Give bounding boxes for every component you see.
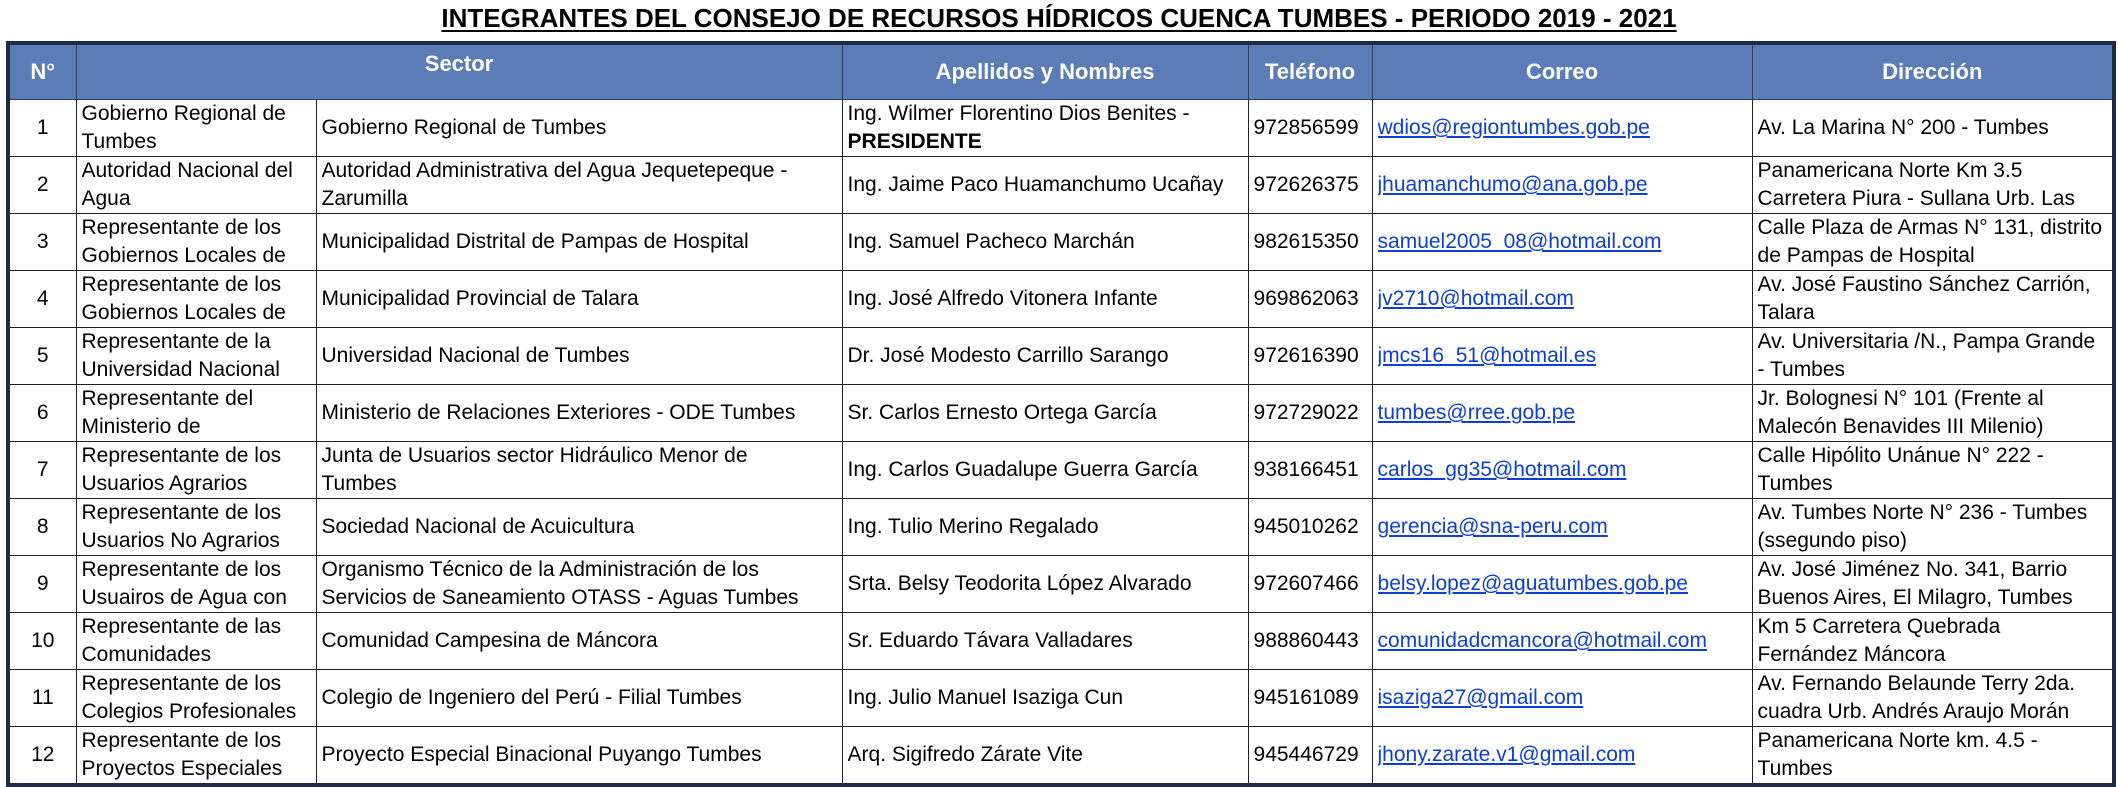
row-sector-entity — [316, 442, 842, 499]
row-correo-link[interactable] — [1372, 328, 1752, 385]
row-sector-type — [76, 100, 316, 157]
row-sector-type-text: Representante del — [81, 387, 254, 410]
row-direccion — [1752, 157, 2114, 214]
table-row — [8, 214, 2114, 271]
table-row — [8, 328, 2114, 385]
row-correo-link-text[interactable]: belsy.lopez@aguatumbes.gob.pe — [1377, 572, 1688, 595]
row-correo-link-text[interactable]: isaziga27@gmail.com — [1377, 686, 1584, 709]
row-telefono-text: 972626375 — [1253, 173, 1359, 196]
row-sector-entity — [316, 385, 842, 442]
row-direccion — [1752, 442, 2114, 499]
page-title: INTEGRANTES DEL CONSEJO DE RECURSOS HÍDRICOS CUENCA TUMBES - PERIODO 2019 - 2021 — [441, 3, 1677, 33]
row-telefono-text: 972856599 — [1253, 116, 1359, 139]
table-row — [8, 442, 2114, 499]
table-row — [8, 100, 2114, 157]
row-direccion-text: Tumbes — [1757, 472, 1833, 495]
row-nombre-text: Ing. José Alfredo Vitonera Infante — [847, 287, 1158, 310]
row-direccion-text: cuadra Urb. Andrés Araujo Morán — [1757, 700, 2070, 723]
row-num — [8, 271, 76, 328]
row-sector-entity — [316, 271, 842, 328]
row-direccion-text: Malecón Benavides III Milenio) — [1757, 415, 2044, 438]
row-sector-type-text: Representante de los — [81, 501, 282, 524]
row-correo-link-text[interactable]: samuel2005_08@hotmail.com — [1377, 230, 1662, 253]
row-telefono — [1248, 385, 1372, 442]
row-num — [8, 613, 76, 670]
row-sector-type-text: Representante de los — [81, 273, 282, 296]
header-direccion: Dirección — [1752, 43, 2114, 100]
row-sector-entity-text: Ministerio de Relaciones Exteriores - ODE Tumbes — [321, 401, 796, 424]
header-sector: Sector — [76, 43, 842, 100]
row-telefono — [1248, 613, 1372, 670]
row-sector-entity — [316, 727, 842, 786]
row-sector-type-text: Proyectos Especiales — [81, 757, 283, 780]
row-direccion — [1752, 328, 2114, 385]
row-direccion — [1752, 100, 2114, 157]
row-sector-type — [76, 214, 316, 271]
row-nombre — [842, 271, 1248, 328]
row-direccion — [1752, 499, 2114, 556]
row-sector-entity-text: Junta de Usuarios sector Hidráulico Menor de — [321, 444, 748, 467]
row-sector-type — [76, 385, 316, 442]
row-telefono-text: 969862063 — [1253, 287, 1359, 310]
row-direccion-text: Av. Tumbes Norte N° 236 - Tumbes — [1757, 501, 2088, 524]
row-sector-type-text: Gobierno Regional de — [81, 102, 286, 125]
row-sector-type — [76, 328, 316, 385]
row-direccion-text: Av. Universitaria /N., Pampa Grande — [1757, 330, 2096, 353]
row-nombre-text: Dr. José Modesto Carrillo Sarango — [847, 344, 1169, 367]
row-nombre — [842, 385, 1248, 442]
row-sector-type-text: Usuairos de Agua con — [81, 586, 287, 609]
row-sector-type-text: Representante de los — [81, 672, 282, 695]
row-correo-link-text[interactable]: wdios@regiontumbes.gob.pe — [1377, 116, 1650, 139]
row-sector-type-text: Tumbes — [81, 130, 157, 153]
row-direccion-text: Av. José Jiménez No. 341, Barrio — [1757, 558, 2068, 581]
row-direccion-text: Km 5 Carretera Quebrada — [1757, 615, 2001, 638]
row-nombre — [842, 157, 1248, 214]
row-sector-entity — [316, 613, 842, 670]
row-telefono-text: 938166451 — [1253, 458, 1359, 481]
row-sector-entity-text: Comunidad Campesina de Máncora — [321, 629, 658, 652]
row-nombre — [842, 727, 1248, 786]
row-correo-link[interactable] — [1372, 613, 1752, 670]
row-correo-link-text[interactable]: jv2710@hotmail.com — [1377, 287, 1574, 310]
table-row — [8, 556, 2114, 613]
row-direccion-text: Av. Fernando Belaunde Terry 2da. — [1757, 672, 2076, 695]
row-nombre — [842, 556, 1248, 613]
header-telefono: Teléfono — [1248, 43, 1372, 100]
header-nombres: Apellidos y Nombres — [842, 43, 1248, 100]
row-correo-link[interactable] — [1372, 100, 1752, 157]
row-sector-type-text: Representante de los — [81, 558, 282, 581]
row-telefono — [1248, 442, 1372, 499]
row-telefono-text: 972616390 — [1253, 344, 1359, 367]
row-nombre-text: Ing. Wilmer Florentino Dios Benites - — [847, 102, 1190, 125]
row-direccion-text: (ssegundo piso) — [1757, 529, 1907, 552]
row-nombre-text: Ing. Samuel Pacheco Marchán — [847, 230, 1135, 253]
row-sector-entity-text: Municipalidad Provincial de Talara — [321, 287, 639, 310]
row-correo-link[interactable] — [1372, 442, 1752, 499]
row-direccion-text: Av. La Marina N° 200 - Tumbes — [1757, 116, 2049, 139]
row-nombre — [842, 613, 1248, 670]
row-direccion — [1752, 670, 2114, 727]
row-correo-link-text[interactable]: carlos_gg35@hotmail.com — [1377, 458, 1627, 481]
row-num-text: 4 — [36, 287, 49, 310]
row-sector-entity-text: Autoridad Administrativa del Agua Jequetepeque - — [321, 159, 788, 182]
row-direccion-text: Tumbes — [1757, 757, 1833, 780]
row-sector-entity — [316, 157, 842, 214]
row-sector-type — [76, 727, 316, 786]
row-direccion-text: Talara — [1757, 301, 1815, 324]
row-sector-type-text: Representante de los — [81, 729, 282, 752]
row-num — [8, 214, 76, 271]
row-correo-link[interactable] — [1372, 271, 1752, 328]
row-nombre-role: PRESIDENTE — [847, 130, 982, 153]
table-row — [8, 385, 2114, 442]
row-direccion-text: Panamericana Norte km. 4.5 - — [1757, 729, 2038, 752]
row-nombre — [842, 670, 1248, 727]
row-num — [8, 157, 76, 214]
row-nombre-text: Sr. Carlos Ernesto Ortega García — [847, 401, 1157, 424]
row-nombre-text: Ing. Jaime Paco Huamanchumo Ucañay — [847, 173, 1224, 196]
row-num — [8, 442, 76, 499]
table-row — [8, 157, 2114, 214]
row-direccion — [1752, 385, 2114, 442]
row-sector-type — [76, 157, 316, 214]
row-correo-link-text[interactable]: jhony.zarate.v1@gmail.com — [1377, 743, 1636, 766]
row-sector-entity-text: Zarumilla — [321, 187, 408, 210]
row-nombre-text: Ing. Carlos Guadalupe Guerra García — [847, 458, 1198, 481]
table-row — [8, 727, 2114, 786]
header-row — [8, 43, 2114, 100]
row-telefono-text: 945010262 — [1253, 515, 1359, 538]
row-direccion-text: de Pampas de Hospital — [1757, 244, 1975, 267]
row-sector-type — [76, 442, 316, 499]
row-sector-type-text: Agua — [81, 187, 131, 210]
row-telefono-text: 982615350 — [1253, 230, 1359, 253]
row-num-text: 12 — [31, 743, 55, 766]
row-num — [8, 385, 76, 442]
row-sector-type-text: Representante de las — [81, 615, 282, 638]
row-telefono-text: 945161089 — [1253, 686, 1359, 709]
row-telefono — [1248, 556, 1372, 613]
row-sector-type — [76, 613, 316, 670]
row-telefono-text: 972607466 — [1253, 572, 1359, 595]
row-telefono — [1248, 214, 1372, 271]
row-direccion-text: Calle Hipólito Unánue N° 222 - — [1757, 444, 2044, 467]
row-correo-link-text[interactable]: tumbes@rree.gob.pe — [1377, 401, 1576, 424]
row-sector-type-text: Representante de los — [81, 216, 282, 239]
row-telefono — [1248, 271, 1372, 328]
row-correo-link[interactable] — [1372, 157, 1752, 214]
row-direccion — [1752, 727, 2114, 786]
row-num-text: 11 — [31, 686, 54, 709]
row-sector-entity-text: Gobierno Regional de Tumbes — [321, 116, 607, 139]
row-num-text: 5 — [36, 344, 49, 367]
table-row — [8, 499, 2114, 556]
row-telefono — [1248, 157, 1372, 214]
row-sector-type-text: Gobiernos Locales de — [81, 244, 286, 267]
header-correo: Correo — [1372, 43, 1752, 100]
row-nombre — [842, 100, 1248, 157]
row-direccion-text: - Tumbes — [1757, 358, 1846, 381]
row-sector-entity — [316, 556, 842, 613]
row-num — [8, 556, 76, 613]
row-sector-type-text: Autoridad Nacional del — [81, 159, 293, 182]
row-nombre-text: Ing. Tulio Merino Regalado — [847, 515, 1099, 538]
row-sector-entity — [316, 499, 842, 556]
row-correo-link-text[interactable]: jhuamanchumo@ana.gob.pe — [1377, 173, 1648, 196]
row-correo-link-text[interactable]: jmcs16_51@hotmail.es — [1377, 344, 1597, 367]
row-telefono — [1248, 100, 1372, 157]
row-direccion-text: Buenos Aires, El Milagro, Tumbes — [1757, 586, 2073, 609]
row-sector-type-text: Universidad Nacional — [81, 358, 280, 381]
table-row — [8, 271, 2114, 328]
row-nombre — [842, 214, 1248, 271]
row-sector-entity-text: Sociedad Nacional de Acuicultura — [321, 515, 635, 538]
row-sector-type — [76, 670, 316, 727]
row-num-text: 2 — [36, 173, 49, 196]
row-sector-type-text: Colegios Profesionales — [81, 700, 297, 723]
row-correo-link-text[interactable]: comunidadcmancora@hotmail.com — [1377, 629, 1707, 652]
row-num-text: 6 — [36, 401, 49, 424]
row-direccion-text: Panamericana Norte Km 3.5 — [1757, 159, 2023, 182]
row-direccion — [1752, 556, 2114, 613]
row-num — [8, 100, 76, 157]
row-sector-entity-text: Proyecto Especial Binacional Puyango Tumbes — [321, 743, 762, 766]
row-sector-type-text: Representante de la — [81, 330, 271, 353]
row-telefono-text: 945446729 — [1253, 743, 1359, 766]
row-direccion — [1752, 271, 2114, 328]
row-sector-entity-text: Organismo Técnico de la Administración de los — [321, 558, 759, 581]
row-num-text: 1 — [36, 116, 49, 139]
row-nombre — [842, 442, 1248, 499]
row-num-text: 7 — [36, 458, 49, 481]
row-sector-type — [76, 271, 316, 328]
row-sector-type-text: Ministerio de — [81, 415, 201, 438]
row-direccion — [1752, 214, 2114, 271]
row-correo-link-text[interactable]: gerencia@sna-peru.com — [1377, 515, 1608, 538]
table-row — [8, 670, 2114, 727]
row-correo-link[interactable] — [1372, 727, 1752, 786]
row-sector-entity — [316, 214, 842, 271]
row-sector-type-text: Representante de los — [81, 444, 282, 467]
row-correo-link[interactable] — [1372, 499, 1752, 556]
row-correo-link[interactable] — [1372, 214, 1752, 271]
row-telefono-text: 988860443 — [1253, 629, 1359, 652]
row-telefono — [1248, 328, 1372, 385]
row-sector-type — [76, 499, 316, 556]
row-sector-entity-text: Colegio de Ingeniero del Perú - Filial Tumbes — [321, 686, 742, 709]
row-nombre-text: Srta. Belsy Teodorita López Alvarado — [847, 572, 1192, 595]
row-direccion-text: Jr. Bolognesi N° 101 (Frente al — [1757, 387, 2044, 410]
row-direccion — [1752, 613, 2114, 670]
row-direccion-text: Carretera Piura - Sullana Urb. Las — [1757, 187, 2075, 210]
header-num: N° — [8, 43, 76, 100]
row-num — [8, 499, 76, 556]
row-nombre — [842, 499, 1248, 556]
row-num-text: 3 — [36, 230, 49, 253]
row-sector-entity — [316, 328, 842, 385]
row-num — [8, 727, 76, 786]
row-sector-entity-text: Tumbes — [321, 472, 397, 495]
row-sector-type-text: Usuarios Agrarios — [81, 472, 248, 495]
row-direccion-text: Fernández Máncora — [1757, 643, 1946, 666]
row-num-text: 9 — [36, 572, 49, 595]
row-nombre-text: Sr. Eduardo Távara Valladares — [847, 629, 1133, 652]
row-telefono — [1248, 499, 1372, 556]
row-num-text: 8 — [36, 515, 49, 538]
row-sector-type-text: Comunidades — [81, 643, 212, 666]
row-correo-link[interactable] — [1372, 385, 1752, 442]
row-direccion-text: Calle Plaza de Armas N° 131, distrito — [1757, 216, 2103, 239]
row-num — [8, 328, 76, 385]
row-sector-entity-text: Universidad Nacional de Tumbes — [321, 344, 630, 367]
members-table — [6, 41, 2116, 787]
row-telefono — [1248, 727, 1372, 786]
row-sector-type-text: Gobiernos Locales de — [81, 301, 286, 324]
row-direccion-text: Av. José Faustino Sánchez Carrión, — [1757, 273, 2091, 296]
row-sector-type — [76, 556, 316, 613]
row-telefono — [1248, 670, 1372, 727]
row-sector-entity — [316, 670, 842, 727]
row-nombre-text: Arq. Sigifredo Zárate Vite — [847, 743, 1083, 766]
row-sector-entity — [316, 100, 842, 157]
row-sector-entity-text: Servicios de Saneamiento OTASS - Aguas Tumbes — [321, 586, 799, 609]
table-row — [8, 613, 2114, 670]
row-correo-link[interactable] — [1372, 556, 1752, 613]
row-nombre-text: Ing. Julio Manuel Isaziga Cun — [847, 686, 1124, 709]
row-telefono-text: 972729022 — [1253, 401, 1359, 424]
row-correo-link[interactable] — [1372, 670, 1752, 727]
row-num — [8, 670, 76, 727]
row-nombre — [842, 328, 1248, 385]
row-sector-type-text: Usuarios No Agrarios — [81, 529, 280, 552]
row-num-text: 10 — [31, 629, 55, 652]
row-sector-entity-text: Municipalidad Distrital de Pampas de Hospital — [321, 230, 749, 253]
